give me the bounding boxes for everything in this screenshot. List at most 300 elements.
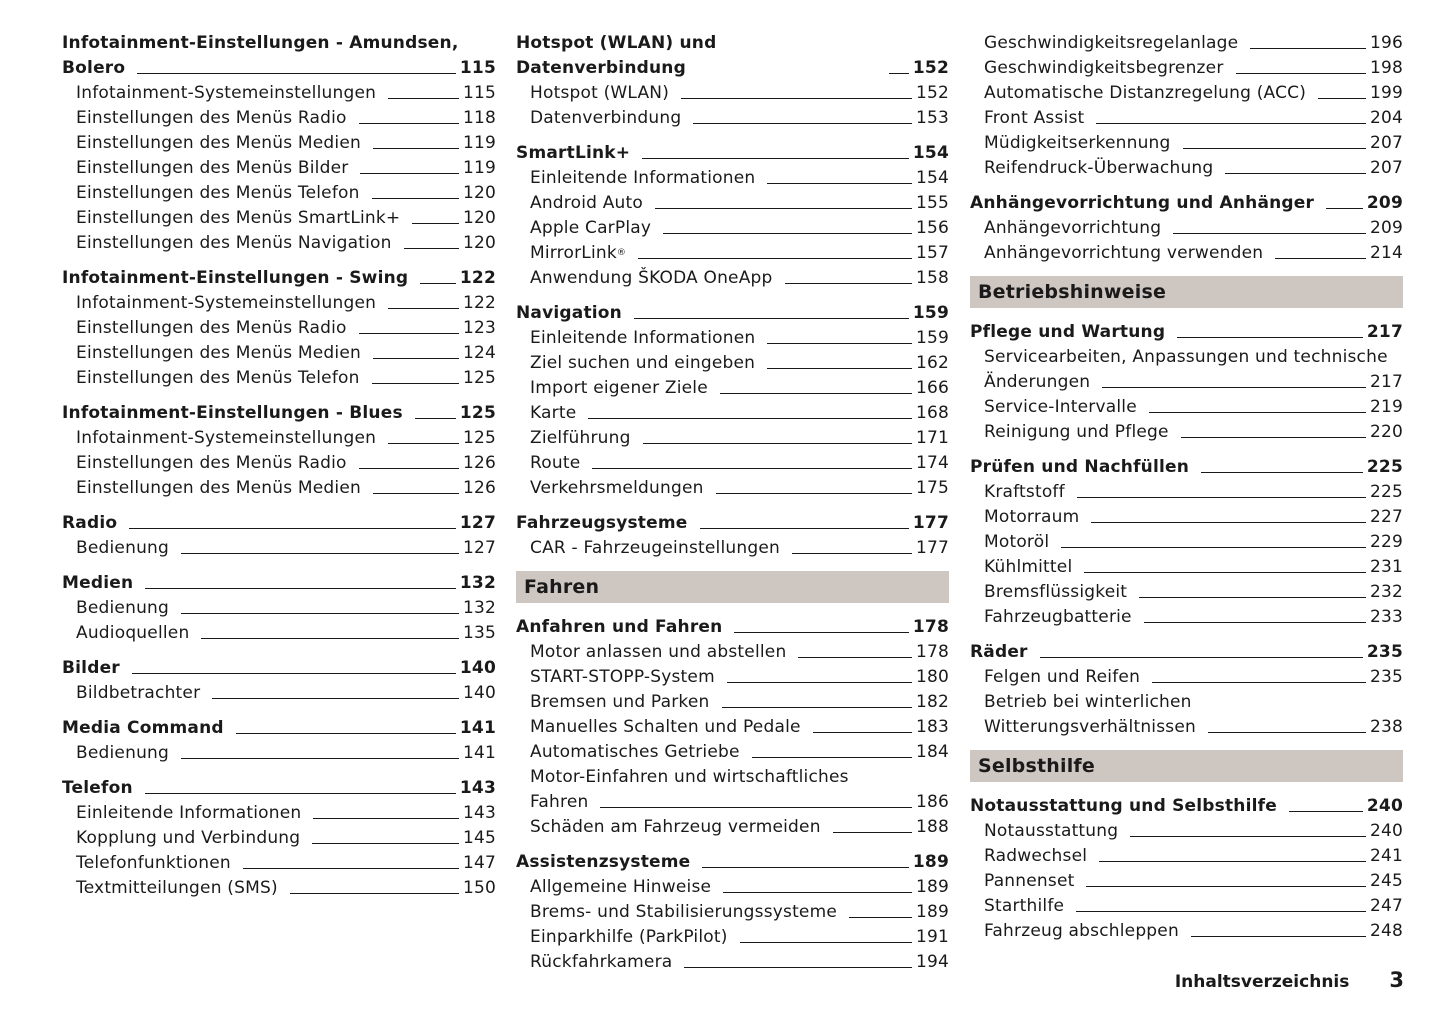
toc-subsection-entry[interactable] [62, 426, 496, 451]
toc-subsection-entry[interactable] [516, 241, 949, 266]
leader-line [132, 673, 456, 674]
leader-line [1275, 258, 1366, 259]
subsection-title: Servicearbeiten, Anpassungen und technische [984, 347, 1388, 367]
subsection-title: Einleitende Informationen [76, 803, 302, 823]
subsection-title: Manuelles Schalten und Pedale [530, 717, 801, 737]
subsection-title: Infotainment-Systemeinstellungen [76, 428, 377, 448]
leader-line [684, 967, 912, 968]
leader-line [373, 493, 459, 494]
leader-line [181, 553, 459, 554]
subsection-title: Bedienung [76, 743, 170, 763]
page-number-ref: 143 [459, 778, 496, 798]
subsection-title: Infotainment-Systemeinstellungen [76, 83, 377, 103]
page-number-ref: 220 [1369, 422, 1403, 442]
leader-line [359, 123, 459, 124]
leader-line [359, 333, 459, 334]
toc-subsection-entry[interactable] [970, 395, 1403, 420]
toc-group [62, 401, 496, 501]
subsection-title: Fahrzeug abschleppen [984, 921, 1179, 941]
page-number-ref: 189 [912, 852, 949, 872]
toc-section-entry[interactable] [970, 320, 1403, 345]
subsection-title: Einstellungen des Menüs Radio [76, 318, 347, 338]
page-number-ref: 207 [1369, 133, 1403, 153]
toc-column-3 [970, 31, 1403, 954]
leader-line [722, 707, 912, 708]
toc-section-entry[interactable] [516, 850, 949, 875]
section-title: Anhängevorrichtung und Anhänger [970, 193, 1315, 213]
subsection-title: Bremsen und Parken [530, 692, 710, 712]
toc-section-entry[interactable] [516, 511, 949, 536]
page-number-ref: 166 [915, 378, 949, 398]
subsection-title: Fahrzeugbatterie [984, 607, 1132, 627]
subsection-title: Bedienung [76, 598, 170, 618]
leader-line [634, 318, 909, 319]
leader-line [1139, 597, 1366, 598]
leader-line [1236, 73, 1366, 74]
subsection-title: Apple CarPlay [530, 218, 652, 238]
leader-line [1225, 173, 1366, 174]
subsection-title: Motor-Einfahren und wirtschaftliches [530, 767, 849, 787]
page-number-ref: 162 [915, 353, 949, 373]
page-number-ref: 183 [915, 717, 949, 737]
toc-subsection-entry[interactable] [970, 56, 1403, 81]
toc-section-entry[interactable] [62, 571, 496, 596]
section-title: Fahrzeugsysteme [516, 513, 688, 533]
toc-group [516, 511, 949, 561]
page-number-ref: 154 [912, 143, 949, 163]
page-number-ref: 156 [915, 218, 949, 238]
toc-group [62, 571, 496, 646]
toc-subsection-entry[interactable] [970, 131, 1403, 156]
page-number-ref: 127 [459, 513, 496, 533]
subsection-title: Einstellungen des Menüs Radio [76, 453, 347, 473]
toc-subsection-entry[interactable] [516, 790, 949, 815]
subsection-title: Einstellungen des Menüs Medien [76, 343, 361, 363]
toc-subsection-entry[interactable] [516, 815, 949, 840]
page-number-ref: 198 [1369, 58, 1403, 78]
toc-subsection-entry[interactable] [516, 536, 949, 561]
leader-line [798, 657, 912, 658]
page-number-ref: 143 [462, 803, 496, 823]
page-footer [1100, 968, 1404, 992]
leader-line [1152, 682, 1366, 683]
leader-line [1086, 886, 1365, 887]
toc-subsection-entry[interactable] [516, 690, 949, 715]
leader-line [373, 148, 459, 149]
leader-line [1318, 98, 1366, 99]
section-title: Infotainment-Einstellungen - Amundsen, [62, 33, 459, 53]
toc-subsection-entry[interactable] [62, 341, 496, 366]
toc-subsection-entry[interactable] [970, 420, 1403, 445]
leader-line [212, 698, 459, 699]
page-number-ref: 225 [1366, 457, 1403, 477]
subsection-title: Schäden am Fahrzeug vermeiden [530, 817, 821, 837]
toc-subsection-entry[interactable] [970, 156, 1403, 181]
page-number-ref: 155 [915, 193, 949, 213]
page-number-ref: 115 [459, 58, 496, 78]
toc-subsection-entry[interactable] [516, 950, 949, 975]
leader-line [1191, 936, 1366, 937]
page-number-ref: 154 [915, 168, 949, 188]
subsection-title: Einleitende Informationen [530, 168, 756, 188]
page-number-ref: 248 [1369, 921, 1403, 941]
toc-subsection-entry[interactable] [62, 181, 496, 206]
toc-subsection-entry[interactable] [62, 876, 496, 901]
toc-subsection-entry[interactable] [970, 106, 1403, 131]
subsection-title: Geschwindigkeitsbegrenzer [984, 58, 1224, 78]
toc-subsection-entry[interactable] [516, 106, 949, 131]
toc-subsection-entry[interactable] [970, 919, 1403, 944]
toc-section-entry[interactable] [62, 716, 496, 741]
chapter-heading: Fahren [516, 571, 949, 603]
toc-subsection-entry[interactable] [970, 241, 1403, 266]
toc-section-entry[interactable] [62, 266, 496, 291]
leader-line [181, 613, 459, 614]
leader-line [1096, 123, 1366, 124]
leader-line [833, 832, 912, 833]
toc-subsection-entry[interactable] [970, 480, 1403, 505]
page-number-ref: 159 [912, 303, 949, 323]
toc-group [970, 31, 1403, 181]
leader-line [236, 733, 456, 734]
leader-line [373, 358, 459, 359]
subsection-title: Kopplung und Verbindung [76, 828, 301, 848]
page-number-ref: 140 [462, 683, 496, 703]
page-number-ref: 188 [915, 817, 949, 837]
toc-group [62, 716, 496, 766]
toc-subsection-entry[interactable] [970, 530, 1403, 555]
section-title: Hotspot (WLAN) und Datenverbindung [516, 33, 717, 78]
toc-subsection-entry[interactable] [970, 31, 1403, 56]
toc-section-entry[interactable] [970, 640, 1403, 665]
leader-line [1250, 48, 1366, 49]
page-number-ref: 204 [1369, 108, 1403, 128]
toc-subsection-entry[interactable] [516, 715, 949, 740]
toc-section-entry[interactable] [970, 455, 1403, 480]
toc-subsection-entry[interactable] [970, 81, 1403, 106]
subsection-title: Textmitteilungen (SMS) [76, 878, 278, 898]
toc-subsection-entry[interactable] [62, 621, 496, 646]
leader-line [388, 98, 459, 99]
toc-subsection-entry[interactable] [62, 741, 496, 766]
leader-line [1130, 836, 1366, 837]
toc-section-entry[interactable] [516, 31, 949, 81]
toc-section-entry[interactable] [62, 776, 496, 801]
leader-line [388, 443, 459, 444]
toc-section-entry[interactable] [62, 401, 496, 426]
page-number-ref: 199 [1369, 83, 1403, 103]
subsection-title: Motorraum [984, 507, 1080, 527]
page-number-ref: 178 [915, 642, 949, 662]
toc-subsection-entry[interactable] [516, 426, 949, 451]
subsection-title: Automatisches Getriebe [530, 742, 740, 762]
leader-line [1099, 861, 1366, 862]
leader-line [889, 73, 909, 74]
toc-subsection-entry[interactable] [62, 801, 496, 826]
leader-line [723, 892, 912, 893]
toc-subsection-entry[interactable] [516, 166, 949, 191]
page-number-ref: 209 [1369, 218, 1403, 238]
page-number-ref: 207 [1369, 158, 1403, 178]
leader-line [1084, 572, 1366, 573]
toc-subsection-entry[interactable] [970, 580, 1403, 605]
subsection-title: Reinigung und Pflege [984, 422, 1169, 442]
page-number-ref: 125 [459, 403, 496, 423]
subsection-title: Notausstattung [984, 821, 1119, 841]
toc-subsection-entry[interactable] [516, 401, 949, 426]
subsection-title: Allgemeine Hinweise [530, 877, 712, 897]
subsection-title: Änderungen [984, 372, 1091, 392]
leader-line [1208, 732, 1366, 733]
page-number-ref: 150 [462, 878, 496, 898]
toc-subsection-entry[interactable] [516, 216, 949, 241]
leader-line [734, 632, 908, 633]
toc-subsection-entry[interactable] [62, 156, 496, 181]
page-number-ref: 241 [1369, 846, 1403, 866]
toc-section-entry[interactable] [62, 56, 496, 81]
chapter-heading: Selbsthilfe [970, 750, 1403, 782]
page-number-ref: 159 [915, 328, 949, 348]
subsection-title: Karte [530, 403, 577, 423]
toc-subsection-entry[interactable] [62, 536, 496, 561]
toc-subsection-entry[interactable] [970, 869, 1403, 894]
toc-subsection-entry[interactable] [62, 81, 496, 106]
leader-line [181, 758, 459, 759]
leader-line [388, 308, 459, 309]
subsection-title: Einstellungen des Menüs Telefon [76, 183, 360, 203]
toc-subsection-entry[interactable] [62, 851, 496, 876]
toc-subsection-entry[interactable] [970, 715, 1403, 740]
page-number-ref: 235 [1369, 667, 1403, 687]
leader-line [1177, 337, 1363, 338]
subsection-title: Kühlmittel [984, 557, 1073, 577]
page-number-ref: 186 [915, 792, 949, 812]
subsection-title: Reifendruck-Überwachung [984, 158, 1214, 178]
chapter-heading: Betriebshinweise [970, 276, 1403, 308]
toc-subsection-entry[interactable] [62, 106, 496, 131]
page-number-ref: 158 [915, 268, 949, 288]
section-title: SmartLink+ [516, 143, 631, 163]
section-title: Infotainment-Einstellungen - Blues [62, 403, 403, 423]
page-number-ref: 245 [1369, 871, 1403, 891]
toc-subsection-entry[interactable] [62, 291, 496, 316]
toc-group [516, 31, 949, 131]
leader-line [145, 793, 456, 794]
toc-subsection-entry[interactable] [62, 231, 496, 256]
page-number-ref: 152 [915, 83, 949, 103]
page-number-ref: 175 [915, 478, 949, 498]
section-title: Radio [62, 513, 118, 533]
toc-section-entry[interactable] [62, 511, 496, 536]
page-number: 3 [1389, 968, 1404, 992]
leader-line [792, 553, 912, 554]
toc-subsection-entry[interactable] [62, 206, 496, 231]
subsection-title: Einstellungen des Menüs Telefon [76, 368, 360, 388]
toc-subsection-entry[interactable] [970, 605, 1403, 630]
page-number-ref: 229 [1369, 532, 1403, 552]
toc-subsection-entry[interactable] [516, 81, 949, 106]
page-number-ref: 123 [462, 318, 496, 338]
subsection-title: Einstellungen des Menüs Bilder [76, 158, 349, 178]
toc-entry-line [970, 690, 1403, 715]
toc-subsection-entry[interactable] [970, 370, 1403, 395]
toc-subsection-entry[interactable] [62, 451, 496, 476]
leader-line [638, 258, 912, 259]
toc-group [62, 511, 496, 561]
toc-column-2 [516, 31, 949, 985]
leader-line [137, 73, 456, 74]
toc-entry-line [516, 765, 949, 790]
toc-subsection-entry[interactable] [516, 191, 949, 216]
subsection-title: Infotainment-Systemeinstellungen [76, 293, 377, 313]
registered-mark: ® [616, 248, 627, 258]
toc-section-entry[interactable] [62, 656, 496, 681]
leader-line [588, 418, 912, 419]
subsection-title: Anhängevorrichtung [984, 218, 1162, 238]
toc-subsection-entry[interactable] [516, 476, 949, 501]
toc-subsection-entry[interactable] [62, 316, 496, 341]
toc-subsection-entry[interactable] [62, 366, 496, 391]
toc-section-entry[interactable] [516, 301, 949, 326]
page-number-ref: 219 [1369, 397, 1403, 417]
leader-line [681, 98, 912, 99]
leader-line [290, 893, 459, 894]
toc-group [516, 615, 949, 840]
toc-subsection-entry[interactable] [516, 376, 949, 401]
subsection-title: Motor anlassen und abstellen [530, 642, 787, 662]
page-number-ref: 127 [462, 538, 496, 558]
page-number-ref: 153 [915, 108, 949, 128]
leader-line [727, 682, 912, 683]
toc-section-entry[interactable] [970, 191, 1403, 216]
toc-subsection-entry[interactable] [516, 266, 949, 291]
page-number-ref: 189 [915, 877, 949, 897]
page-number-ref: 118 [462, 108, 496, 128]
page-number-ref: 115 [462, 83, 496, 103]
subsection-title: Rückfahrkamera [530, 952, 673, 972]
footer-title: Inhaltsverzeichnis [1174, 972, 1350, 992]
leader-line [767, 343, 912, 344]
toc-subsection-entry[interactable] [516, 351, 949, 376]
toc-group [970, 455, 1403, 630]
page-number-ref: 247 [1369, 896, 1403, 916]
toc-subsection-entry[interactable] [516, 640, 949, 665]
toc-subsection-entry[interactable] [516, 665, 949, 690]
toc-subsection-entry[interactable] [970, 819, 1403, 844]
leader-line [1077, 497, 1366, 498]
toc-subsection-entry[interactable] [970, 216, 1403, 241]
toc-section-entry[interactable] [516, 141, 949, 166]
leader-line [693, 123, 912, 124]
toc-subsection-entry[interactable] [62, 596, 496, 621]
subsection-title: Zielführung [530, 428, 631, 448]
subsection-title: Geschwindigkeitsregelanlage [984, 33, 1239, 53]
page-number-ref: 119 [462, 158, 496, 178]
leader-line [412, 223, 459, 224]
leader-line [1102, 387, 1366, 388]
page-number-ref: 171 [915, 428, 949, 448]
page-number-ref: 182 [915, 692, 949, 712]
leader-line [420, 283, 456, 284]
subsection-title: Automatische Distanzregelung (ACC) [984, 83, 1307, 103]
toc-subsection-entry[interactable] [62, 131, 496, 156]
leader-line [785, 283, 912, 284]
toc-subsection-entry[interactable] [62, 826, 496, 851]
toc-subsection-entry[interactable] [970, 894, 1403, 919]
leader-line [129, 528, 456, 529]
subsection-title: Felgen und Reifen [984, 667, 1141, 687]
toc-subsection-entry[interactable] [516, 451, 949, 476]
toc-subsection-entry[interactable] [62, 476, 496, 501]
page-number-ref: 126 [462, 478, 496, 498]
toc-section-entry[interactable] [516, 615, 949, 640]
subsection-title: Motoröl [984, 532, 1050, 552]
toc-subsection-entry[interactable] [970, 844, 1403, 869]
section-title: Assistenzsysteme [516, 852, 691, 872]
leader-line [849, 917, 912, 918]
subsection-title: Witterungsverhältnissen [984, 717, 1196, 737]
subsection-title: Hotspot (WLAN) [530, 83, 670, 103]
leader-line [700, 528, 909, 529]
toc-subsection-entry[interactable] [970, 665, 1403, 690]
leader-line [720, 393, 912, 394]
leader-line [1040, 657, 1363, 658]
page-number-ref: 145 [462, 828, 496, 848]
toc-section-entry[interactable] [970, 794, 1403, 819]
page-number-ref: 168 [915, 403, 949, 423]
subsection-title: Brems- und Stabilisierungssysteme [530, 902, 838, 922]
toc-subsection-entry[interactable] [516, 925, 949, 950]
section-title: Anfahren und Fahren [516, 617, 723, 637]
section-title: Medien [62, 573, 134, 593]
leader-line [600, 807, 911, 808]
leader-line [592, 468, 912, 469]
subsection-title: Android Auto [530, 193, 643, 213]
leader-line [1289, 811, 1363, 812]
section-title: Notausstattung und Selbsthilfe [970, 796, 1277, 816]
toc-subsection-entry[interactable] [516, 900, 949, 925]
toc-subsection-entry[interactable] [62, 681, 496, 706]
subsection-title: Ziel suchen und eingeben [530, 353, 756, 373]
leader-line [1144, 622, 1366, 623]
page-number-ref: 225 [1369, 482, 1403, 502]
page-number-ref: 120 [462, 183, 496, 203]
leader-line [643, 443, 912, 444]
page-number-ref: 191 [915, 927, 949, 947]
subsection-title: Radwechsel [984, 846, 1088, 866]
page-number-ref: 174 [915, 453, 949, 473]
toc-subsection-entry[interactable] [516, 740, 949, 765]
subsection-title: Kraftstoff [984, 482, 1065, 502]
section-title: Bolero [62, 58, 126, 78]
page-number-ref: 214 [1369, 243, 1403, 263]
toc-subsection-entry[interactable] [970, 505, 1403, 530]
leader-line [767, 368, 912, 369]
leader-line [663, 233, 912, 234]
page-number-ref: 217 [1366, 322, 1403, 342]
page-number-ref: 180 [915, 667, 949, 687]
page-number-ref: 227 [1369, 507, 1403, 527]
page-number-ref: 233 [1369, 607, 1403, 627]
toc-subsection-entry[interactable] [516, 875, 949, 900]
toc-subsection-entry[interactable] [970, 555, 1403, 580]
page-number-ref: 157 [915, 243, 949, 263]
toc-subsection-entry[interactable] [516, 326, 949, 351]
page-number-ref: 119 [462, 133, 496, 153]
subsection-title: Einleitende Informationen [530, 328, 756, 348]
subsection-title: Telefonfunktionen [76, 853, 231, 873]
leader-line [1061, 547, 1366, 548]
